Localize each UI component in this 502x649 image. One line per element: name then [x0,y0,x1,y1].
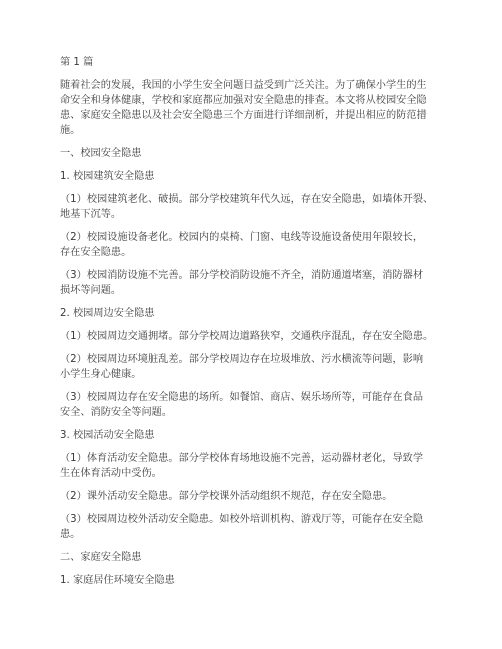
heading-family-hazards: 二、家庭安全隐患 [60,552,142,563]
intro-paragraph: 随着社会的发展，我国的小学生安全问题日益受到广泛关注。为了确保小学生的生 命安全和身体健康，学校和家庭都应加强对安全隐患的排查。本文将从校园安全隐 患、家庭安全隐患以及社会安全隐患三个方面进行详细剖析，并提出相应的防范措 施。 [60,80,427,136]
paragraph-building-aging: （1）校园建筑老化、破损。部分学校建筑年代久远，存在安全隐患，如墙体开裂、 地基下沉等。 [60,194,434,220]
subheading-building-hazards: 1. 校园建筑安全隐患 [60,171,155,182]
paragraph-sports: （1）体育活动安全隐患。部分学校体育场地设施不完善，运动器材老化，导致学 生在体育活动中受伤。 [60,453,424,479]
paragraph-offcampus: （3）校园周边校外活动安全隐患。如校外培训机构、游戏厅等，可能存在安全隐 患。 [60,514,424,540]
subheading-activity-hazards: 3. 校园活动安全隐患 [60,430,155,441]
heading-campus-hazards: 一、校园安全隐患 [60,148,142,159]
subheading-home-environment: 1. 家庭居住环境安全隐患 [60,575,175,586]
document-body [60,55,470,596]
paragraph-traffic: （1）校园周边交通拥堵。部分学校周边道路狭窄，交通秩序混乱，存在安全隐患。 [60,331,434,342]
section-title: 第 1 篇 [60,57,94,68]
subheading-surrounding-hazards: 2. 校园周边安全隐患 [60,308,155,319]
paragraph-facility-aging: （2）校园设施设备老化。校园内的桌椅、门窗、电线等设施设备使用年限较长， 存在安全隐患。 [60,232,424,258]
paragraph-environment: （2）校园周边环境脏乱差。部分学校周边存在垃圾堆放、污水横流等问题，影响 小学生身心健康。 [60,354,424,380]
paragraph-extracurricular: （2）课外活动安全隐患。部分学校课外活动组织不规范，存在安全隐患。 [60,491,393,502]
paragraph-fire-facilities: （3）校园消防设施不完善。部分学校消防设施不齐全，消防通道堵塞，消防器材 损坏等问题。 [60,270,424,296]
paragraph-risky-venues: （3）校园周边存在安全隐患的场所。如餐馆、商店、娱乐场所等，可能存在食品 安全、消防安全等问题。 [60,392,424,418]
